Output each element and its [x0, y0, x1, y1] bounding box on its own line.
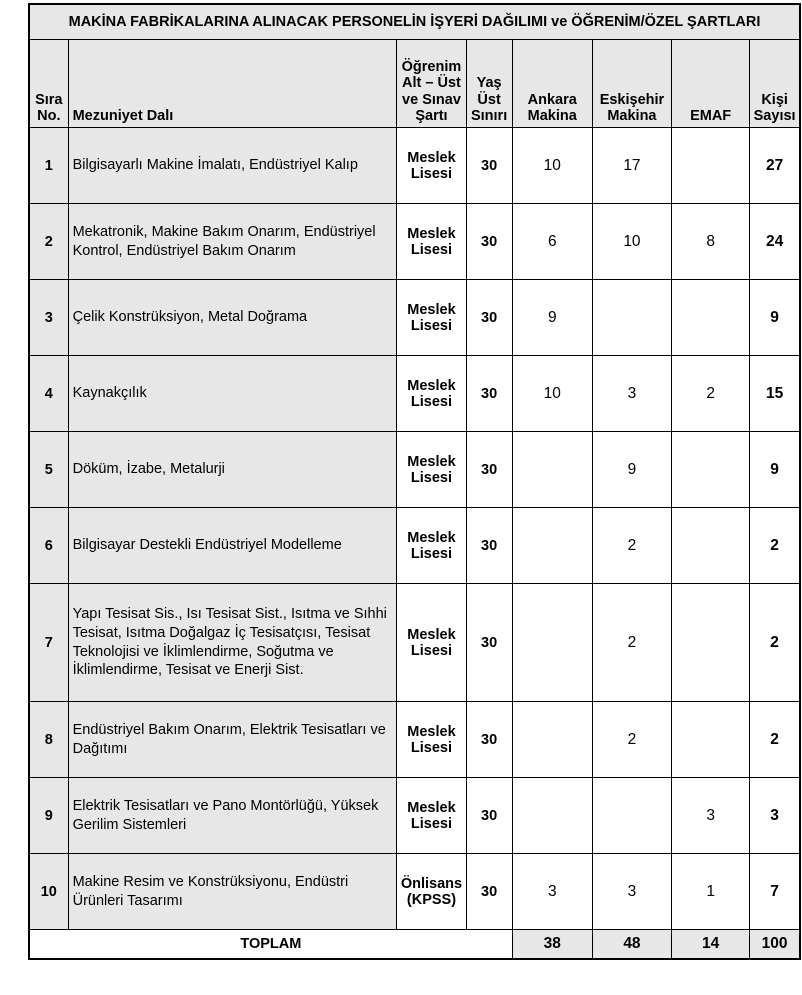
- table-title: MAKİNA FABRİKALARINA ALINACAK PERSONELİN İŞYERİ DAĞILIMI ve ÖĞRENİM/ÖZEL ŞARTLARI: [29, 4, 800, 40]
- total-row: [29, 930, 800, 959]
- row-ankara-makina: 9: [512, 280, 592, 356]
- row-mezuniyet-dali: Bilgisayar Destekli Endüstriyel Modelleme: [68, 508, 397, 584]
- row-yas-siniri: 30: [466, 204, 512, 280]
- row-emaf: [672, 702, 750, 778]
- row-mezuniyet-dali: Endüstriyel Bakım Onarım, Elektrik Tesisatları ve Dağıtımı: [68, 702, 397, 778]
- row-ogrenim-sarti: Meslek Lisesi: [397, 702, 466, 778]
- row-mezuniyet-dali: Elektrik Tesisatları ve Pano Montörlüğü, Yüksek Gerilim Sistemleri: [68, 778, 397, 854]
- row-no: 1: [29, 128, 68, 204]
- row-no: 2: [29, 204, 68, 280]
- row-yas-siniri: 30: [466, 702, 512, 778]
- row-ogrenim-sarti: Meslek Lisesi: [397, 128, 466, 204]
- personnel-distribution-table: [28, 3, 801, 960]
- table-row: [29, 778, 800, 854]
- row-yas-siniri: 30: [466, 854, 512, 930]
- row-ogrenim-sarti: Meslek Lisesi: [397, 508, 466, 584]
- row-no: 4: [29, 356, 68, 432]
- row-kisi-sayisi: 27: [750, 128, 800, 204]
- row-ankara-makina: [512, 702, 592, 778]
- row-mezuniyet-dali: Yapı Tesisat Sis., Isı Tesisat Sist., Isıtma ve Sıhhi Tesisat, Isıtma Doğalgaz İç Tesisatçısı, Tesisat Teknolojisi ve İklimlendirme, Soğutma ve İklimlendirme, Tesisat ve Enerji Sist.: [68, 584, 397, 702]
- row-yas-siniri: 30: [466, 128, 512, 204]
- row-eskisehir-makina: [592, 778, 671, 854]
- row-ogrenim-sarti: Meslek Lisesi: [397, 280, 466, 356]
- total-ankara: 38: [512, 930, 592, 959]
- row-mezuniyet-dali: Çelik Konstrüksiyon, Metal Doğrama: [68, 280, 397, 356]
- header-emaf: EMAF: [672, 40, 750, 128]
- row-eskisehir-makina: 3: [592, 854, 671, 930]
- row-ankara-makina: [512, 432, 592, 508]
- row-emaf: 1: [672, 854, 750, 930]
- header-sira-no: Sıra No.: [29, 40, 68, 128]
- table-row: [29, 356, 800, 432]
- header-eskisehir-makina: Eskişehir Makina: [592, 40, 671, 128]
- row-eskisehir-makina: 2: [592, 702, 671, 778]
- row-kisi-sayisi: 2: [750, 702, 800, 778]
- row-mezuniyet-dali: Kaynakçılık: [68, 356, 397, 432]
- row-kisi-sayisi: 2: [750, 508, 800, 584]
- table-row: [29, 584, 800, 702]
- row-ogrenim-sarti: Meslek Lisesi: [397, 778, 466, 854]
- row-emaf: [672, 128, 750, 204]
- row-mezuniyet-dali: Bilgisayarlı Makine İmalatı, Endüstriyel Kalıp: [68, 128, 397, 204]
- row-mezuniyet-dali: Döküm, İzabe, Metalurji: [68, 432, 397, 508]
- total-label: TOPLAM: [29, 930, 512, 959]
- row-emaf: 8: [672, 204, 750, 280]
- total-eskisehir: 48: [592, 930, 671, 959]
- row-ogrenim-sarti: Önlisans (KPSS): [397, 854, 466, 930]
- table-row: [29, 854, 800, 930]
- table-row: [29, 128, 800, 204]
- table-row: [29, 702, 800, 778]
- row-no: 9: [29, 778, 68, 854]
- row-yas-siniri: 30: [466, 432, 512, 508]
- header-row: [29, 40, 800, 128]
- row-emaf: 3: [672, 778, 750, 854]
- header-ogrenim-sarti: Öğrenim Alt – Üst ve Sınav Şartı: [397, 40, 466, 128]
- row-no: 7: [29, 584, 68, 702]
- row-no: 3: [29, 280, 68, 356]
- row-emaf: [672, 508, 750, 584]
- row-ankara-makina: 10: [512, 356, 592, 432]
- row-kisi-sayisi: 7: [750, 854, 800, 930]
- row-no: 5: [29, 432, 68, 508]
- header-ankara-makina: Ankara Makina: [512, 40, 592, 128]
- table-row: [29, 280, 800, 356]
- row-no: 6: [29, 508, 68, 584]
- table-row: [29, 432, 800, 508]
- row-no: 10: [29, 854, 68, 930]
- row-ankara-makina: [512, 778, 592, 854]
- row-ankara-makina: [512, 584, 592, 702]
- row-kisi-sayisi: 2: [750, 584, 800, 702]
- header-yas-siniri: Yaş Üst Sınırı: [466, 40, 512, 128]
- row-mezuniyet-dali: Makine Resim ve Konstrüksiyonu, Endüstri Ürünleri Tasarımı: [68, 854, 397, 930]
- table-row: [29, 204, 800, 280]
- row-eskisehir-makina: [592, 280, 671, 356]
- row-ogrenim-sarti: Meslek Lisesi: [397, 584, 466, 702]
- row-ankara-makina: [512, 508, 592, 584]
- row-ankara-makina: 10: [512, 128, 592, 204]
- row-eskisehir-makina: 2: [592, 508, 671, 584]
- row-eskisehir-makina: 10: [592, 204, 671, 280]
- row-kisi-sayisi: 24: [750, 204, 800, 280]
- total-kisi: 100: [750, 930, 800, 959]
- total-emaf: 14: [672, 930, 750, 959]
- row-emaf: [672, 280, 750, 356]
- row-kisi-sayisi: 9: [750, 280, 800, 356]
- row-eskisehir-makina: 3: [592, 356, 671, 432]
- row-eskisehir-makina: 2: [592, 584, 671, 702]
- row-mezuniyet-dali: Mekatronik, Makine Bakım Onarım, Endüstriyel Kontrol, Endüstriyel Bakım Onarım: [68, 204, 397, 280]
- row-emaf: 2: [672, 356, 750, 432]
- row-yas-siniri: 30: [466, 584, 512, 702]
- table-row: [29, 508, 800, 584]
- row-ogrenim-sarti: Meslek Lisesi: [397, 204, 466, 280]
- row-eskisehir-makina: 9: [592, 432, 671, 508]
- row-no: 8: [29, 702, 68, 778]
- row-kisi-sayisi: 9: [750, 432, 800, 508]
- header-mezuniyet-dali: Mezuniyet Dalı: [68, 40, 397, 128]
- row-yas-siniri: 30: [466, 280, 512, 356]
- row-kisi-sayisi: 3: [750, 778, 800, 854]
- row-emaf: [672, 584, 750, 702]
- header-kisi-sayisi: Kişi Sayısı: [750, 40, 800, 128]
- row-ankara-makina: 3: [512, 854, 592, 930]
- row-eskisehir-makina: 17: [592, 128, 671, 204]
- row-yas-siniri: 30: [466, 778, 512, 854]
- row-ogrenim-sarti: Meslek Lisesi: [397, 432, 466, 508]
- row-yas-siniri: 30: [466, 356, 512, 432]
- row-yas-siniri: 30: [466, 508, 512, 584]
- row-ogrenim-sarti: Meslek Lisesi: [397, 356, 466, 432]
- row-ankara-makina: 6: [512, 204, 592, 280]
- row-kisi-sayisi: 15: [750, 356, 800, 432]
- row-emaf: [672, 432, 750, 508]
